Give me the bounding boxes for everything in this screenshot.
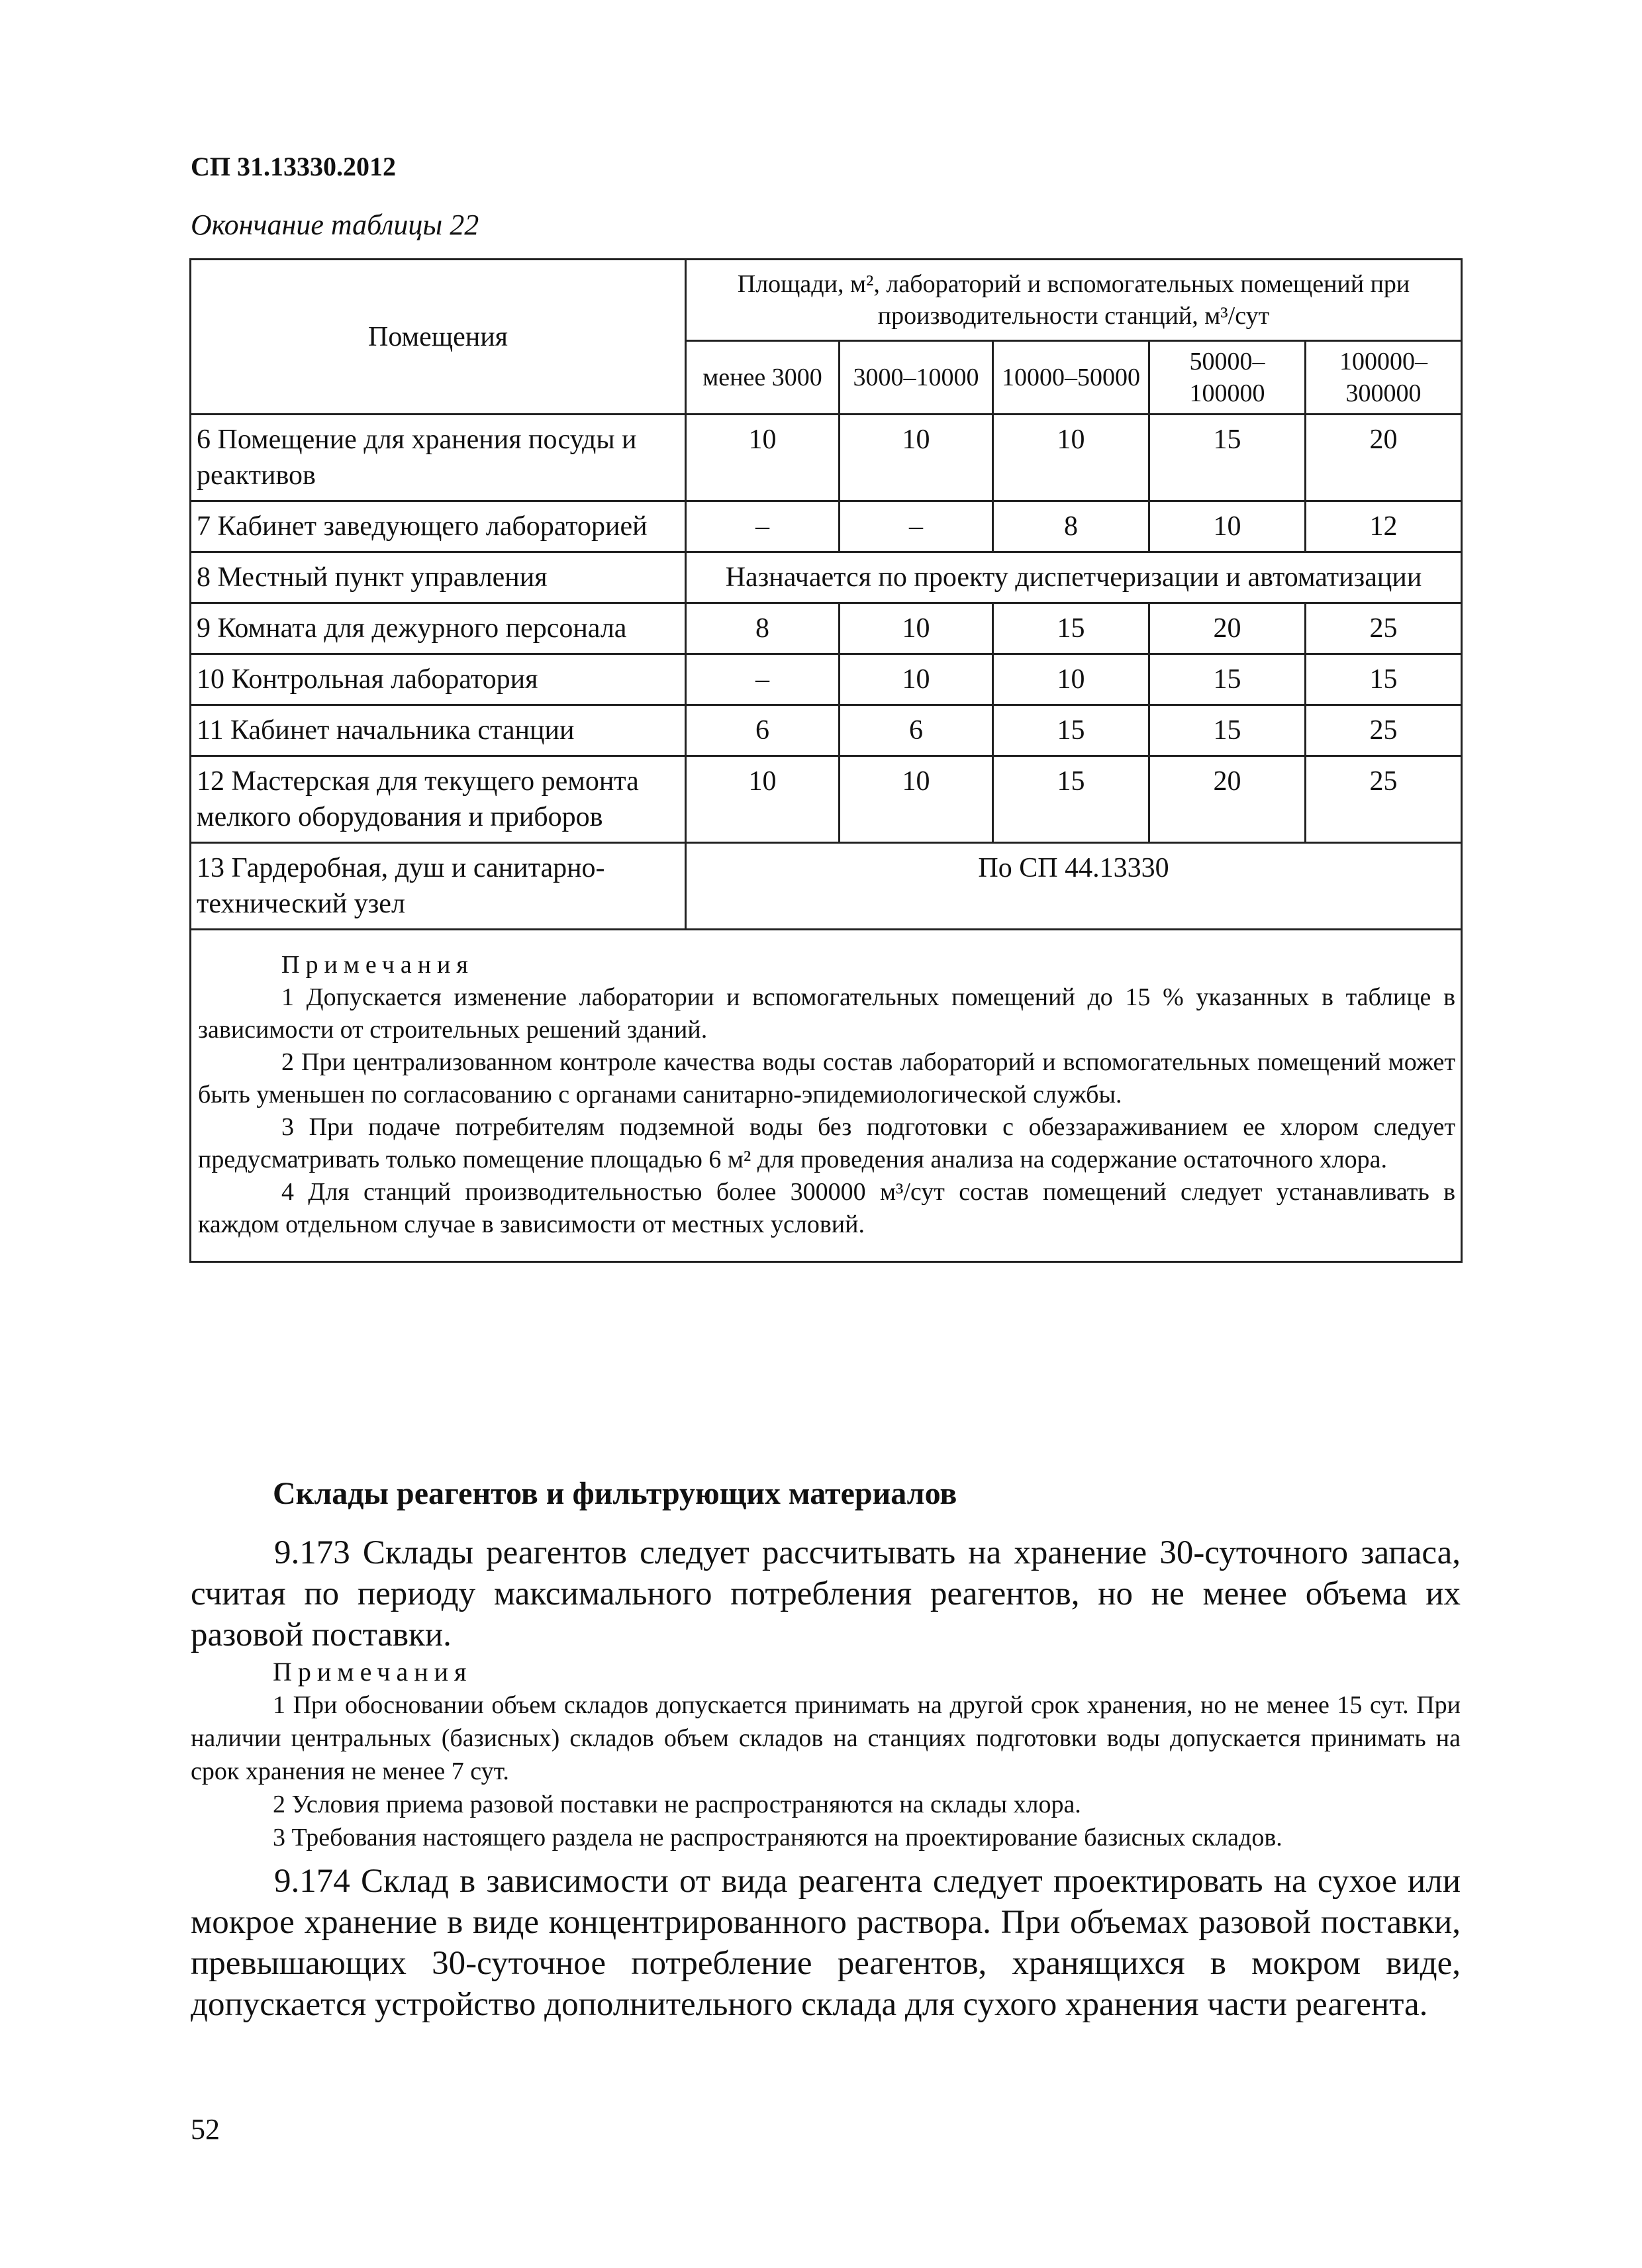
area-value: 12 (1306, 501, 1462, 552)
subheader-capacity: 3000–10000 (840, 341, 993, 415)
room-name: 8 Местный пункт управления (191, 552, 686, 603)
area-value: 20 (1149, 756, 1306, 843)
area-value: 10 (840, 415, 993, 501)
area-value: 15 (993, 756, 1149, 843)
table-row (191, 501, 1462, 552)
note-item: 2 При централизованном контроле качества воды состав лабораторий и вспомогательных помещений может быть уменьшен по согласованию с органами санитарно-эпидемиологической службы. (198, 1048, 1456, 1109)
room-name: 10 Контрольная лаборатория (191, 654, 686, 705)
subheader-capacity: 100000–300000 (1306, 341, 1462, 415)
area-value: – (686, 501, 840, 552)
note-item: 2 Условия приема разовой поставки не распространяются на склады хлора. (273, 1791, 1081, 1818)
notes-title: Примечания (281, 951, 474, 979)
area-value: 25 (1306, 603, 1462, 654)
note-item: 3 При подаче потребителям подземной воды без подготовки с обеззараживанием ее хлором следует предусматривать только помещение площадью 6 м² для проведения анализа на содержание остаточного хлора. (198, 1113, 1456, 1173)
area-value: 8 (686, 603, 840, 654)
area-value: 10 (840, 756, 993, 843)
room-name: 11 Кабинет начальника станции (191, 705, 686, 756)
area-value: 20 (1306, 415, 1462, 501)
note-item: 1 При обосновании объем складов допускается принимать на другой срок хранения, но не менее 15 сут. При наличии центральных (базисных) складов объем складов на станциях подготовки воды допускается принимать на срок хранения не менее 7 сут. (191, 1691, 1461, 1785)
subheader-capacity: 10000–50000 (993, 341, 1149, 415)
area-value: – (840, 501, 993, 552)
table-row (191, 843, 1462, 930)
note-item: 4 Для станций производительностью более 300000 м³/сут состав помещений следует устанавливать в каждом отдельном случае в зависимости от местных условий. (198, 1178, 1456, 1238)
document-code: СП 31.13330.2012 (191, 152, 396, 181)
table-row (191, 654, 1462, 705)
area-value: 6 (840, 705, 993, 756)
area-value: 15 (993, 705, 1149, 756)
subheader-capacity: менее 3000 (686, 341, 840, 415)
room-name: 6 Помещение для хранения посуды и реактивов (191, 415, 686, 501)
table-row (191, 552, 1462, 603)
notes-title: Примечания (273, 1657, 473, 1687)
rooms-area-table (189, 258, 1463, 1263)
table-continuation-caption: Окончание таблицы 22 (191, 209, 479, 241)
area-span-value: Назначается по проекту диспетчеризации и автоматизации (686, 552, 1462, 603)
area-value: 8 (993, 501, 1149, 552)
area-value: 15 (1149, 654, 1306, 705)
room-name: 13 Гардеробная, душ и санитарно-технический узел (191, 843, 686, 930)
area-value: 10 (993, 415, 1149, 501)
area-value: 25 (1306, 705, 1462, 756)
table-row (191, 415, 1462, 501)
room-name: 9 Комната для дежурного персонала (191, 603, 686, 654)
area-value: 10 (686, 415, 840, 501)
area-value: 25 (1306, 756, 1462, 843)
table-row (191, 756, 1462, 843)
area-value: 10 (840, 603, 993, 654)
area-value: 10 (1149, 501, 1306, 552)
area-span-value: По СП 44.13330 (686, 843, 1462, 930)
area-value: 10 (993, 654, 1149, 705)
area-value: 10 (686, 756, 840, 843)
area-value: 6 (686, 705, 840, 756)
room-name: 12 Мастерская для текущего ремонта мелкого оборудования и приборов (191, 756, 686, 843)
header-rooms: Помещения (191, 260, 686, 415)
area-value: 15 (993, 603, 1149, 654)
table-notes (191, 930, 1462, 1262)
area-value: 15 (1306, 654, 1462, 705)
area-value: 10 (840, 654, 993, 705)
table-row (191, 603, 1462, 654)
header-area-group: Площади, м², лабораторий и вспомогательных помещений при производительности станций, м³/сут (686, 260, 1462, 341)
section-heading: Склады реагентов и фильтрующих материалов (273, 1476, 957, 1511)
note-item: 3 Требования настоящего раздела не распространяются на проектирование базисных складов. (273, 1824, 1282, 1851)
subheader-capacity: 50000–100000 (1149, 341, 1306, 415)
area-value: 15 (1149, 415, 1306, 501)
table-notes-row (191, 930, 1462, 1262)
area-value: 20 (1149, 603, 1306, 654)
paragraph-9-173: 9.173 Склады реагентов следует рассчитывать на хранение 30-суточного запаса, считая по периоду максимального потребления реагентов, но не менее объема их разовой поставки. (191, 1534, 1461, 1653)
room-name: 7 Кабинет заведующего лабораторией (191, 501, 686, 552)
area-value: – (686, 654, 840, 705)
paragraph-9-174: 9.174 Склад в зависимости от вида реагента следует проектировать на сухое или мокрое хранение в виде концентрированного раствора. При объемах разовой поставки, превышающих 30-суточное потребление реагентов, хранящихся в мокром виде, допускается устройство дополнительного склада для сухого хранения части реагента. (191, 1863, 1461, 2023)
section-notes (191, 1655, 1461, 1854)
note-item: 1 Допускается изменение лаборатории и вспомогательных помещений до 15 % указанных в таблице в зависимости от строительных решений зданий. (198, 983, 1456, 1044)
area-value: 15 (1149, 705, 1306, 756)
page-number: 52 (191, 2113, 220, 2145)
table-row (191, 705, 1462, 756)
